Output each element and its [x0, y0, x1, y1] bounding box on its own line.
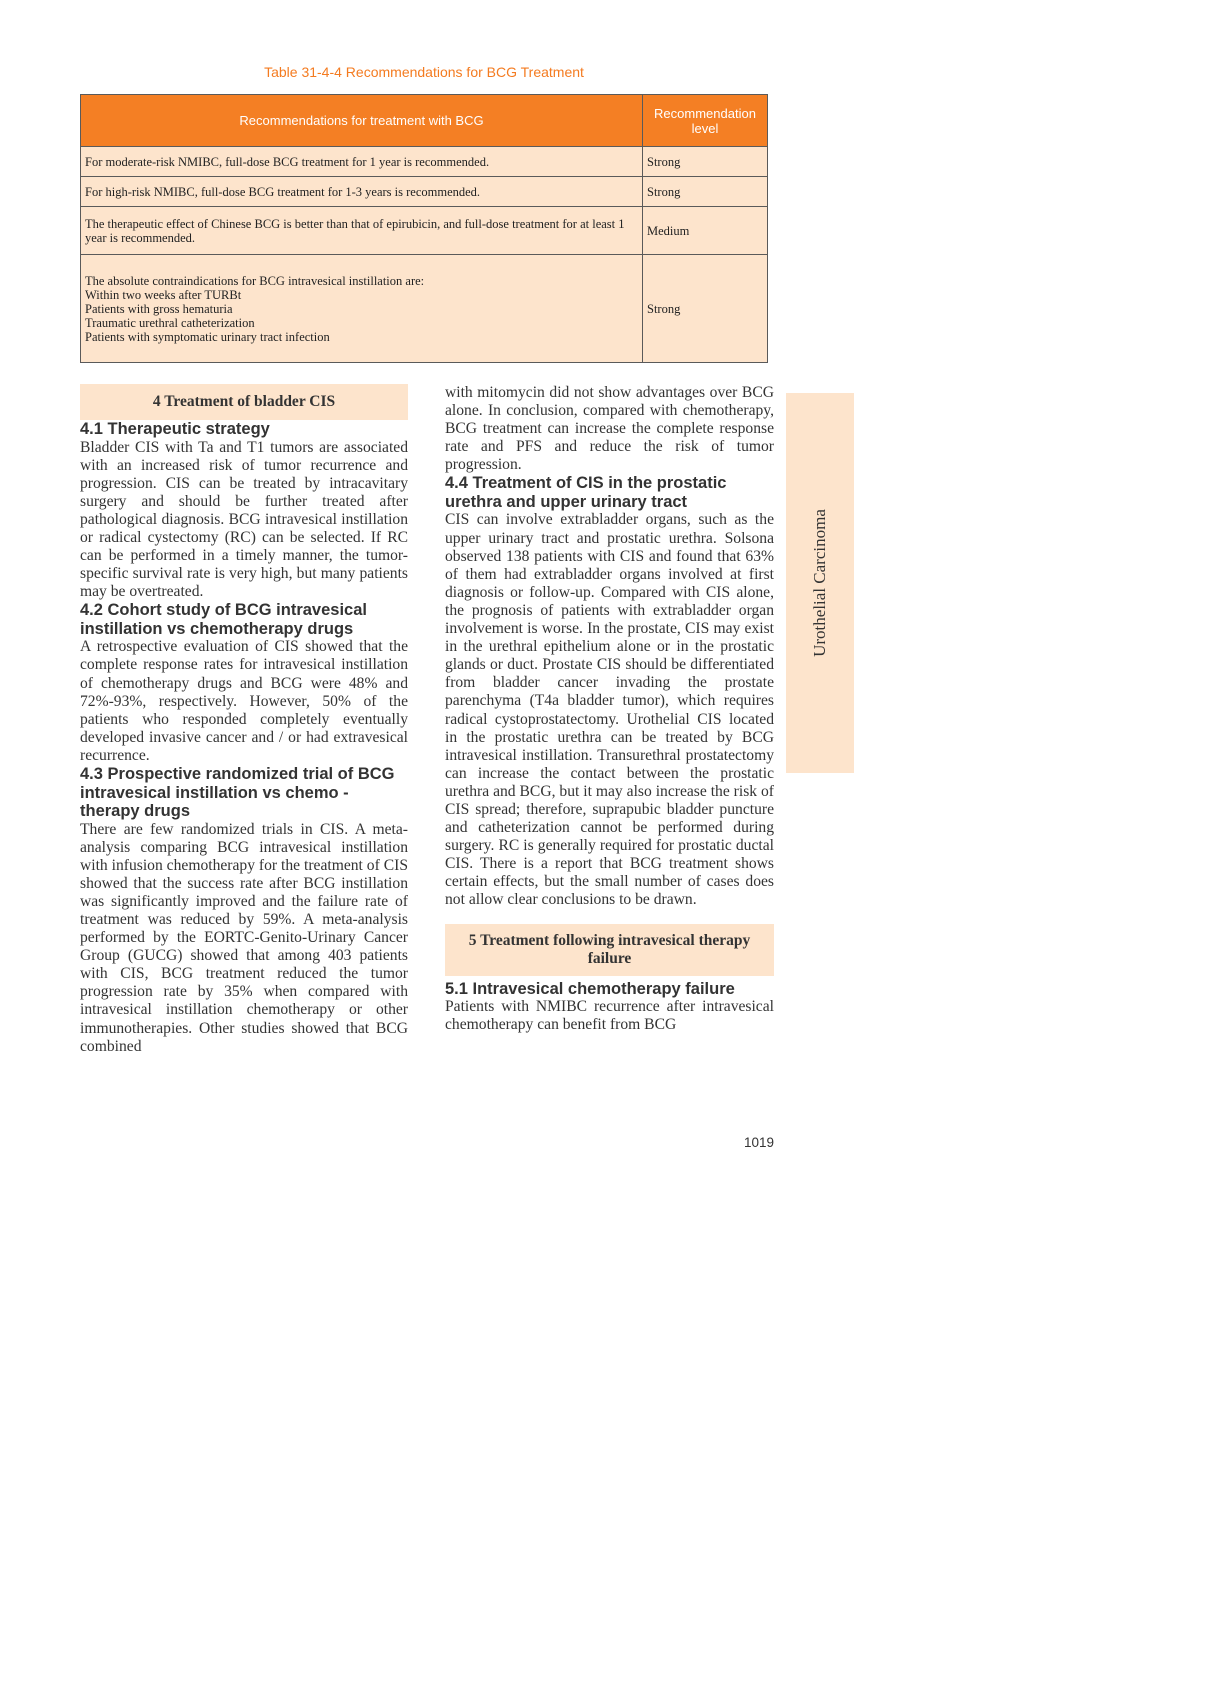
subsection-4-3-continued: with mitomycin did not show advantages over BCG alone. In conclusion, compared with chemotherapy, BCG treatment can increase the complete response rate and PFS and reduce the risk of tumor progression. [445, 384, 774, 474]
recommendation-table [80, 94, 768, 363]
header-level: Recommendation level [643, 95, 768, 147]
contra-line: Patients with gross hematuria [85, 301, 233, 316]
row-level: Strong [643, 177, 768, 207]
contra-line: Traumatic urethral catheterization [85, 315, 255, 330]
header-recommendations: Recommendations for treatment with BCG [81, 95, 643, 147]
right-column [445, 384, 774, 1034]
subsection-5-1-title: 5.1 Intravesical chemotherapy failure [445, 979, 735, 998]
table-row [81, 207, 768, 255]
row-text: The therapeutic effect of Chinese BCG is better than that of epirubicin, and full-dose treatment for at least 1 year is recommended. [81, 207, 643, 255]
section4-heading: 4 Treatment of bladder CIS [80, 384, 408, 420]
subsection-4-2-title: 4.2 Cohort study of BCG intravesical instillation vs chemotherapy drugs [80, 601, 367, 638]
subsection-4-3-title: 4.3 Prospective randomized trial of BCG intravesical instillation vs chemo - therapy drugs [80, 765, 395, 820]
table-row [81, 147, 768, 177]
row-level: Strong [643, 147, 768, 177]
subsection-4-1-title: 4.1 Therapeutic strategy [80, 420, 270, 438]
left-column [80, 384, 408, 1056]
contra-line: The absolute contraindications for BCG intravesical instillation are: [85, 273, 425, 288]
subsection-4-4-title: 4.4 Treatment of CIS in the prostatic urethra and upper urinary tract [445, 474, 727, 511]
contra-line: Within two weeks after TURBt [85, 287, 242, 302]
chapter-sidebar [786, 393, 854, 773]
table-row [81, 255, 768, 363]
table-header-row [81, 95, 768, 147]
subsection-4-3-text: There are few randomized trials in CIS. A meta-analysis comparing BCG intravesical instillation with infusion chemotherapy for the treatment of CIS showed that the success rate after BCG instillation was significantly improved and the failure rate of treatment was reduced by 59%. A meta-analysis performed by the EORTC-Genito-Urinary Cancer Group (GUCG) showed that among 403 patients with CIS, BCG treatment reduced the tumor progression rate by 35% when compared with intravesical instillation chemotherapy or other immunotherapies. Other studies showed that BCG combined [80, 820, 408, 1055]
section5-heading: 5 Treatment following intravesical therapy failure [445, 924, 774, 976]
contraindications-cell [81, 255, 643, 363]
subsection-4-2-text: A retrospective evaluation of CIS showed that the complete response rates for intravesical instillation of chemotherapy drugs and BCG were 48% and 72%-93%, respectively. However, 50% of the patients who responded completely eventually developed invasive cancer and / or had extravesical recurrence. [80, 638, 408, 764]
subsection-5-1-text: Patients with NMIBC recurrence after intravesical chemotherapy can benefit from BCG [445, 998, 774, 1034]
table-row [81, 177, 768, 207]
table-caption: Table 31-4-4 Recommendations for BCG Treatment [264, 64, 584, 80]
page-number: 1019 [743, 1135, 774, 1150]
chapter-label: Urothelial Carcinoma [810, 509, 829, 657]
row-level: Medium [643, 207, 768, 255]
row-text: For moderate-risk NMIBC, full-dose BCG treatment for 1 year is recommended. [81, 147, 643, 177]
row-level: Strong [643, 255, 768, 363]
row-text: For high-risk NMIBC, full-dose BCG treatment for 1-3 years is recommended. [81, 177, 643, 207]
subsection-4-1-text: Bladder CIS with Ta and T1 tumors are associated with an increased risk of tumor recurrence and progression. CIS can be treated by intracavitary surgery and should be further treated after pathological diagnosis. BCG intravesical instillation or radical cystectomy (RC) can be selected. If RC can be performed in a timely manner, the tumor-specific survival rate is very high, but many patients may be overtreated. [80, 438, 408, 601]
subsection-4-4-text: CIS can involve extrabladder organs, such as the upper urinary tract and prostatic urethra. Solsona observed 138 patients with CIS and found that 63% of them had extrabladder organs involved at first diagnosis or follow-up. Compared with CIS alone, the prognosis of patients with extrabladder organ involvement is worse. In the prostate, CIS may exist in the urethral epithelium alone or in the prostatic glands or duct. Prostate CIS should be differentiated from bladder cancer invading the prostate parenchyma (T4a bladder tumor), which requires radical cystoprostatectomy. Urothelial CIS located in the prostatic urethra can be treated by BCG intravesical instillation. Transurethral prostatectomy can increase the contact between the prostatic urethra and BCG, but it may also increase the risk of CIS spread; therefore, suprapubic bladder puncture and catheterization cannot be performed during surgery. RC is generally required for prostatic ductal CIS. There is a report that BCG treatment shows certain effects, but the small number of cases does not allow clear conclusions to be drawn. [445, 511, 774, 909]
contra-line: Patients with symptomatic urinary tract infection [85, 329, 330, 344]
